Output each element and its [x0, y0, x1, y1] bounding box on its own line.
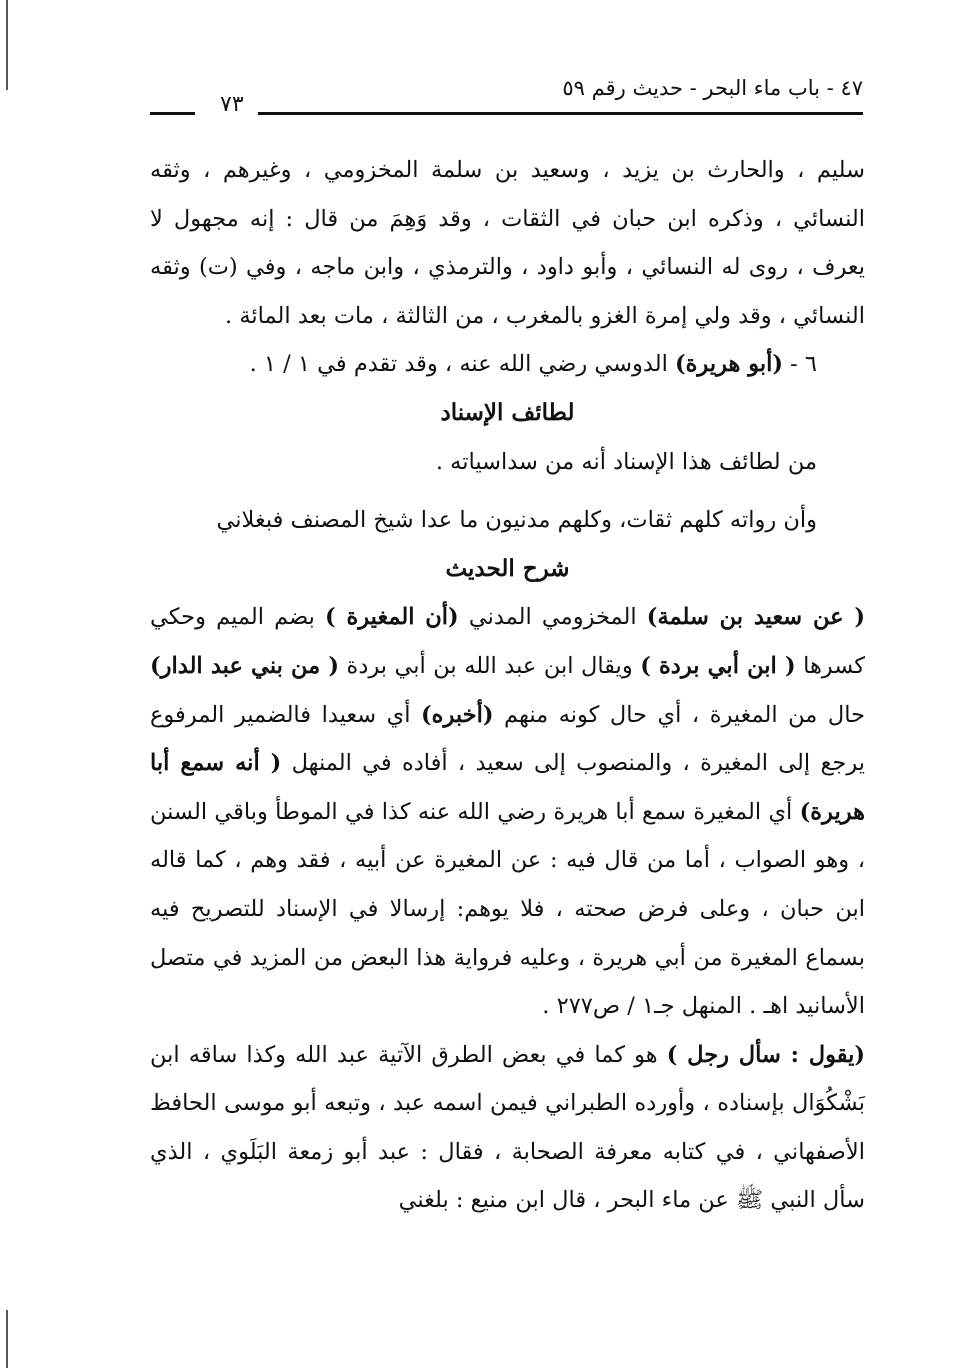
commentary-text: أي سعيدا فالضمير المرفوع يرجع إلى المغيرة ، والمنصوب إلى سعيد ، أفاده في المنهل [150, 701, 866, 777]
running-header [150, 72, 863, 122]
item-number: ٦ - [782, 351, 817, 378]
isnad-paragraph-1: من لطائف هذا الإسناد أنه من سداسياته . [435, 448, 817, 475]
commentary-text: بضم الميم وحكي كسرها [150, 604, 866, 679]
commentary-text: هو كما في بعض الطرق الآتية عبد الله وكذا ساقه ابن بَشْكُوَال بإسناده ، وأورده الطبراني فيمن اسمه عبد ، وتبعه أبو موسى الحافظ الأصفهاني ، في كتابه معرفة الصحابة ، فقال : عبد أبو زمعة البَلَوي ، الذي سأل النبي ﷺ عن ماء البحر ، قال ابن منيع : بلغني [150, 1041, 865, 1214]
commentary-text: ويقال ابن عبد الله بن أبي بردة [339, 652, 641, 679]
scan-edge-line-top [6, 0, 8, 90]
quoted-text: (أن المغيرة ) [325, 604, 459, 631]
section-heading-sharh: شرح الحديث [445, 554, 570, 582]
narrator-name: (أبو هريرة) [674, 351, 783, 378]
page-number: ٧٣ [220, 92, 244, 117]
commentary-text: حال من المغيرة ، أي حال كونه منهم [493, 701, 865, 728]
page-body [150, 146, 865, 1225]
quoted-text: ( ابن أبي بردة ) [640, 652, 796, 679]
header-rule-right [258, 112, 863, 115]
narrator-note: الدوسي رضي الله عنه ، وقد تقدم في ١ / ١ . [249, 351, 675, 378]
quoted-text: (يقول : سأل رجل ) [666, 1041, 866, 1068]
chapter-title: ٤٧ - باب ماء البحر - حديث رقم ٥٩ [562, 76, 863, 100]
section-heading-isnad: لطائف الإسناد [440, 398, 575, 426]
narrator-biography-paragraph: سليم ، والحارث بن يزيد ، وسعيد بن سلمة المخزومي ، وغيرهم ، وثقه النسائي ، وذكره ابن حبان في الثقات ، وقد وَهِمَ من قال : إنه مجهول لا يعرف ، روى له النسائي ، وأبو داود ، والترمذي ، وابن ماجه ، وفي (ت) وثقه النسائي ، وقد ولي إمرة الغزو بالمغرب ، من الثالثة ، مات بعد المائة . [150, 157, 865, 329]
quoted-text: (أخبره) [421, 701, 494, 728]
commentary-text: أي المغيرة سمع أبا هريرة رضي الله عنه كذا في الموطأ وباقي السنن ، وهو الصواب ، أما من قال فيه : عن المغيرة عن أبيه ، فقد وهم ، كما قاله ابن حبان ، وعلى فرض صحته ، فلا يوهم: إرسالا في الإسناد للتصريح فيه بسماع المغيرة من أبي هريرة ، وعليه فرواية هذا البعض من المزيد في متصل الأسانيد اهـ . المنهل جـ١ / ص٢٧٧ . [150, 798, 865, 1020]
commentary-paragraph [150, 593, 865, 1030]
header-rule-left [150, 112, 195, 115]
commentary-paragraph-2 [150, 1031, 865, 1225]
isnad-paragraph-2: وأن رواته كلهم ثقات، وكلهم مدنيون ما عدا شيخ المصنف فبغلاني [216, 507, 817, 534]
scan-edge-line-bottom [6, 1310, 8, 1368]
quoted-text: ( أنه سمع أبا هريرة) [150, 750, 865, 825]
quoted-text: ( عن سعيد بن سلمة) [646, 604, 866, 631]
narrator-abu-hurayra-paragraph [150, 340, 865, 389]
quoted-text: ( من بني عبد الدار) [150, 652, 340, 679]
commentary-text: المخزومي المدني [458, 604, 647, 631]
